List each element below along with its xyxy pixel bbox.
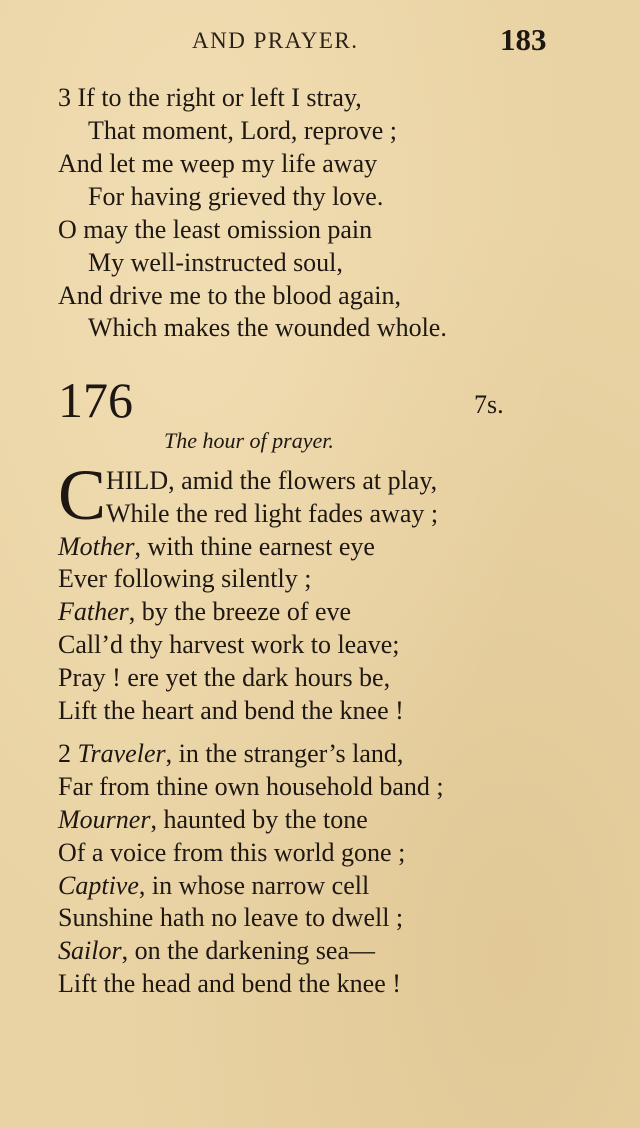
verse-line: My well-instructed soul, — [88, 248, 343, 277]
verse-line: That moment, Lord, reprove ; — [88, 116, 398, 145]
page-number: 183 — [500, 22, 547, 57]
verse-line: Lift the heart and bend the knee ! — [58, 696, 404, 725]
verse-text: , in the stranger’s land, — [165, 739, 404, 768]
verse-italic-word: Mother — [58, 532, 135, 561]
verse-line: Sunshine hath no leave to dwell ; — [58, 903, 404, 932]
stanza-number: 2 — [58, 739, 78, 768]
verse-line: 3 If to the right or left I stray, — [58, 83, 362, 112]
hymn-number: 176 — [58, 372, 133, 428]
running-head: AND PRAYER. — [192, 28, 359, 53]
verse-line: Pray ! ere yet the dark hours be, — [58, 663, 391, 692]
verse-line: While the red light fades away ; — [106, 499, 439, 528]
verse-text: , on the darkening sea— — [121, 936, 376, 965]
verse-line: Of a voice from this world gone ; — [58, 838, 406, 867]
verse-italic-word: Father — [58, 597, 129, 626]
verse-text: , haunted by the tone — [150, 805, 368, 834]
hymn-subtitle: The hour of prayer. — [164, 428, 334, 453]
page-header — [0, 22, 640, 62]
verse-line — [58, 597, 351, 627]
verse-line: Call’d thy harvest work to leave; — [58, 630, 400, 659]
verse-line: Ever following silently ; — [58, 564, 312, 593]
verse-line: Far from thine own household band ; — [58, 772, 444, 801]
verse-line: And let me weep my life away — [58, 149, 378, 178]
verse-line: Which makes the wounded whole. — [88, 313, 447, 342]
verse-line — [58, 739, 403, 769]
verse-line — [58, 936, 375, 966]
verse-line — [58, 532, 375, 562]
verse-line: For having grieved thy love. — [88, 182, 384, 211]
verse-line — [58, 871, 369, 901]
verse-text: , by the breeze of eve — [128, 597, 352, 626]
drop-cap: C — [58, 455, 107, 535]
verse-italic-word: Mourner — [58, 805, 151, 834]
hymn-meter: 7s. — [474, 390, 504, 419]
verse-line: Lift the head and bend the knee ! — [58, 969, 401, 998]
verse-line — [58, 805, 368, 835]
verse-line: HILD, amid the flowers at play, — [106, 466, 438, 495]
verse-line: O may the least omission pain — [58, 215, 373, 244]
verse-text: , with thine earnest eye — [134, 532, 375, 561]
verse-italic-word: Captive — [58, 871, 139, 900]
verse-italic-word: Sailor — [58, 936, 122, 965]
verse-line: And drive me to the blood again, — [58, 281, 401, 310]
verse-italic-word: Traveler — [77, 739, 166, 768]
verse-text: , in whose narrow cell — [138, 871, 370, 900]
